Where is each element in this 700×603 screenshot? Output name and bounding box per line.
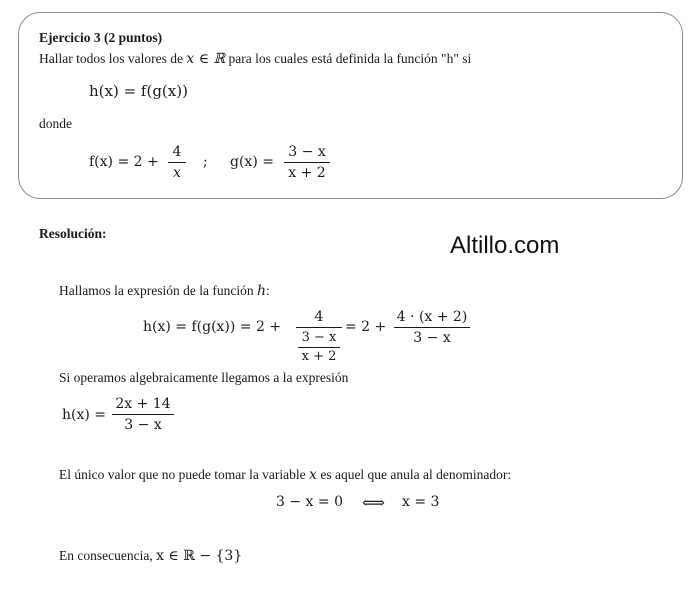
eq1-inner-numerator: 3 − x	[301, 330, 337, 345]
line1-var: h	[256, 283, 266, 299]
eq1-inner-denominator: x + 2	[301, 349, 337, 364]
exercise-title: Ejercicio 3 (2 puntos)	[39, 30, 163, 45]
solution-line-3	[59, 467, 511, 483]
statement-post: para los cuales está definida la función "h" si	[225, 51, 472, 66]
f-denominator: x	[173, 165, 181, 181]
f-fraction	[168, 144, 186, 181]
g-fraction	[284, 144, 330, 181]
statement-pre: Hallar todos los valores de	[39, 51, 187, 66]
solution-line-1	[59, 283, 270, 299]
line3-post: es aquel que anula al denominador:	[316, 467, 512, 482]
statement-var: x ∈ ℝ	[186, 51, 226, 67]
inner-fraction-bar	[298, 347, 340, 348]
fraction-bar	[112, 414, 174, 415]
g-lhs: g(x) =	[230, 154, 274, 170]
eq2-denominator: 3 − x	[124, 417, 162, 433]
fraction-bar	[284, 162, 330, 163]
eq1-complex-fraction	[296, 309, 342, 365]
watermark-logo: Altillo.com	[450, 232, 560, 259]
eq2-numerator: 2x + 14	[115, 396, 171, 412]
g-denominator: x + 2	[288, 165, 326, 181]
eq1-numerator: 4	[314, 309, 324, 325]
eq3-right: x = 3	[402, 494, 440, 510]
resolution-heading: Resolución:	[39, 226, 107, 241]
line3-pre: El único valor que no puede tomar la variable	[59, 467, 310, 482]
eq1-second-denominator: 3 − x	[413, 330, 451, 346]
exercise-statement	[39, 51, 471, 67]
donde-label: donde	[39, 116, 72, 131]
h-definition: h(x) = f(g(x))	[89, 82, 188, 100]
eq1-second-fraction	[394, 309, 470, 346]
eq1-lhs: h(x) = f(g(x)) = 2 +	[143, 319, 282, 335]
conclusion-math: x ∈ ℝ − {3}	[156, 548, 243, 564]
separator: ;	[203, 154, 208, 170]
f-numerator: 4	[172, 144, 182, 160]
f-lhs: f(x) = 2 +	[89, 154, 159, 170]
conclusion	[59, 548, 242, 564]
solution-line-2: Si operamos algebraicamente llegamos a la expresión	[59, 370, 349, 385]
eq3-left: 3 − x = 0	[276, 494, 343, 510]
line1-post: :	[265, 283, 270, 298]
iff-symbol: ⟺	[362, 493, 385, 512]
fraction-bar	[168, 162, 186, 163]
fraction-bar	[296, 327, 342, 328]
eq2-fraction	[112, 396, 174, 433]
eq1-second-numerator: 4 · (x + 2)	[396, 309, 468, 325]
eq2-lhs: h(x) =	[62, 407, 107, 423]
conclusion-pre: En consecuencia,	[59, 548, 157, 563]
eq1-mid: = 2 +	[345, 319, 387, 335]
g-numerator: 3 − x	[288, 144, 326, 160]
line1-pre: Hallamos la expresión de la función	[59, 283, 257, 298]
line3-var: x	[309, 467, 317, 483]
fraction-bar	[394, 327, 470, 328]
